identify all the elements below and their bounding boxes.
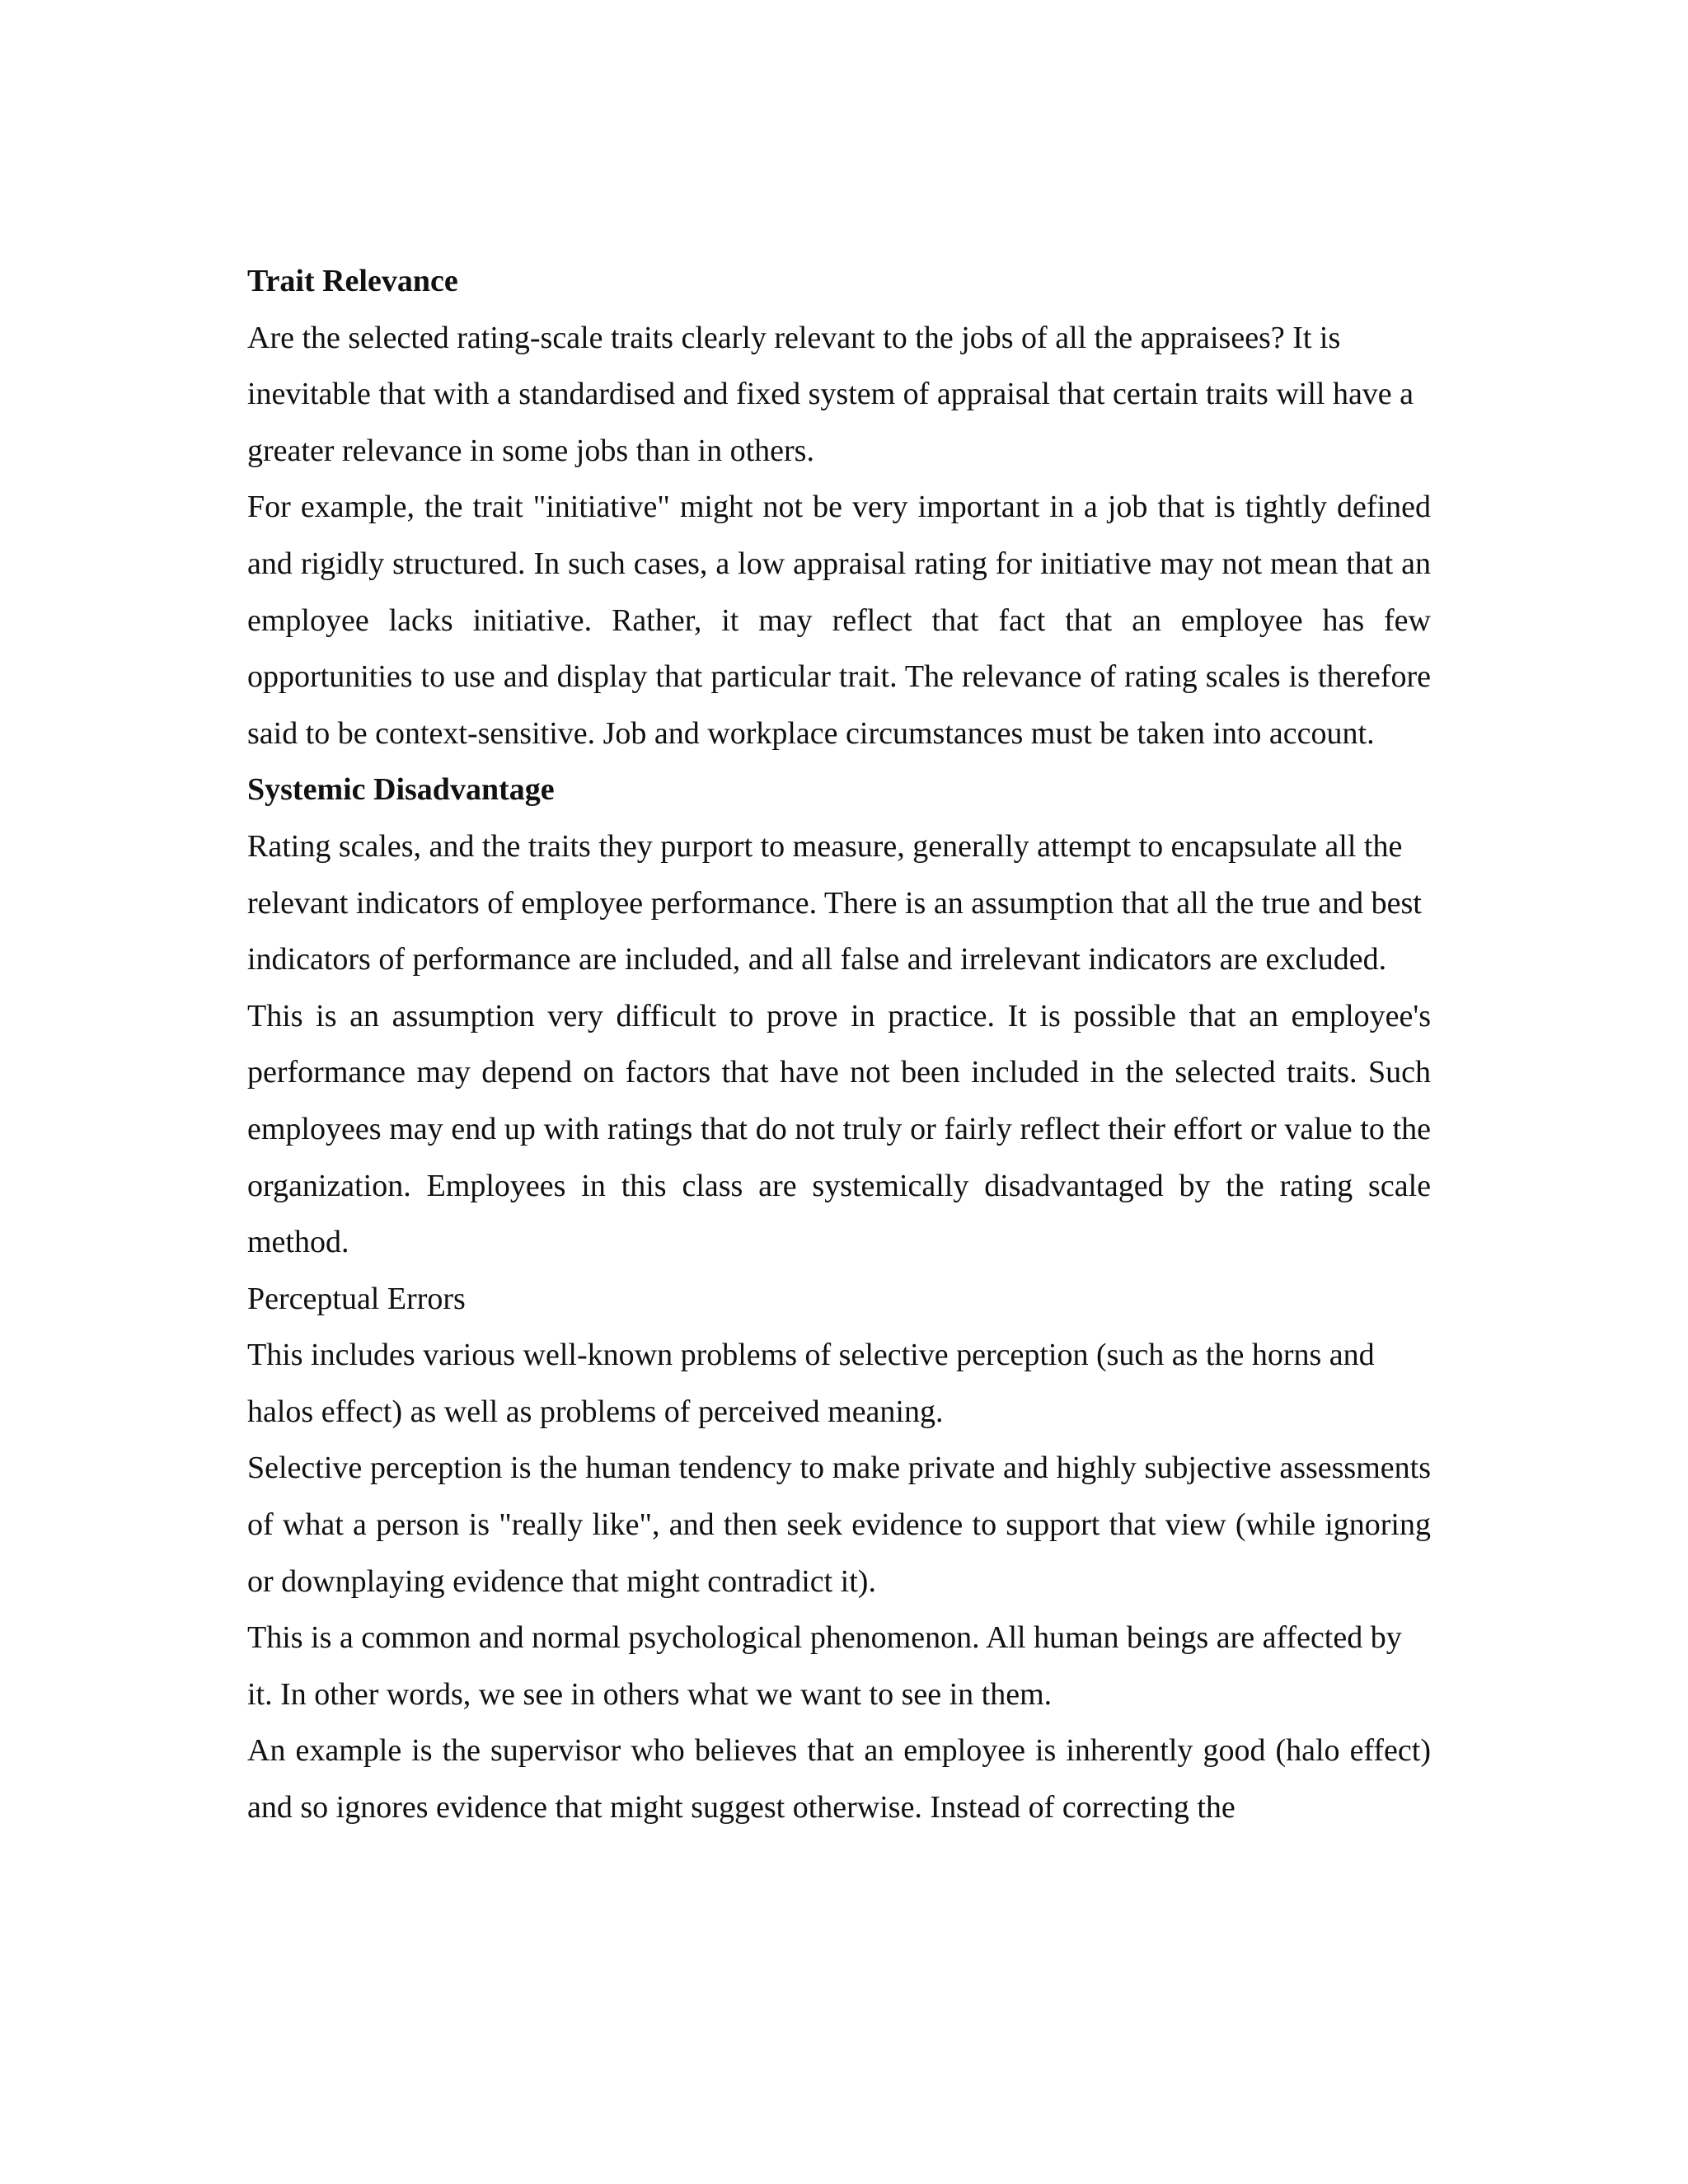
paragraph: This is an assumption very difficult to prove in practice. It is possible that an employee's performance may depend on factors that have not been included in the selected traits. Such employees may end up with ratings that do not truly or fairly reflect their effort or value to the organization. Employees in this class are systemically disadvantaged by the rating scale method.	[247, 998, 1431, 1260]
paragraph: An example is the supervisor who believes that an employee is inherently good (halo effect) and so ignores evidence that might suggest otherwise. Instead of correcting the	[247, 1733, 1431, 1825]
paragraph: This includes various well-known problems of selective perception (such as the horns and halos effect) as well as problems of perceived meaning.	[247, 1338, 1375, 1429]
document-body	[247, 253, 1431, 1836]
section-heading-perceptual-errors: Perceptual Errors	[247, 1281, 466, 1316]
paragraph: Are the selected rating-scale traits clearly relevant to the jobs of all the appraisees? It is inevitable that with a standardised and fixed system of appraisal that certain traits will have a greater relevance in some jobs than in others.	[247, 320, 1414, 468]
section-heading-trait-relevance: Trait Relevance	[247, 264, 458, 298]
paragraph: Rating scales, and the traits they purport to measure, generally attempt to encapsulate all the relevant indicators of employee performance. There is an assumption that all the true and best indicators of performance are included, and all false and irrelevant indicators are excluded.	[247, 828, 1422, 977]
paragraph: For example, the trait "initiative" might not be very important in a job that is tightly defined and rigidly structured. In such cases, a low appraisal rating for initiative may not mean that an employee lacks initiative. Rather, it may reflect that fact that an employee has few opportunities to use and display that particular trait. The relevance of rating scales is therefore said to be context-sensitive. Job and workplace circumstances must be taken into account.	[247, 490, 1431, 751]
section-heading-systemic-disadvantage: Systemic Disadvantage	[247, 772, 555, 808]
paragraph: Selective perception is the human tendency to make private and highly subjective assessments of what a person is "really like", and then seek evidence to support that view (while ignoring or downplaying evidence that might contradict it).	[247, 1451, 1431, 1599]
paragraph: This is a common and normal psychological phenomenon. All human beings are affected by it. In other words, we see in others what we want to see in them.	[247, 1620, 1402, 1712]
